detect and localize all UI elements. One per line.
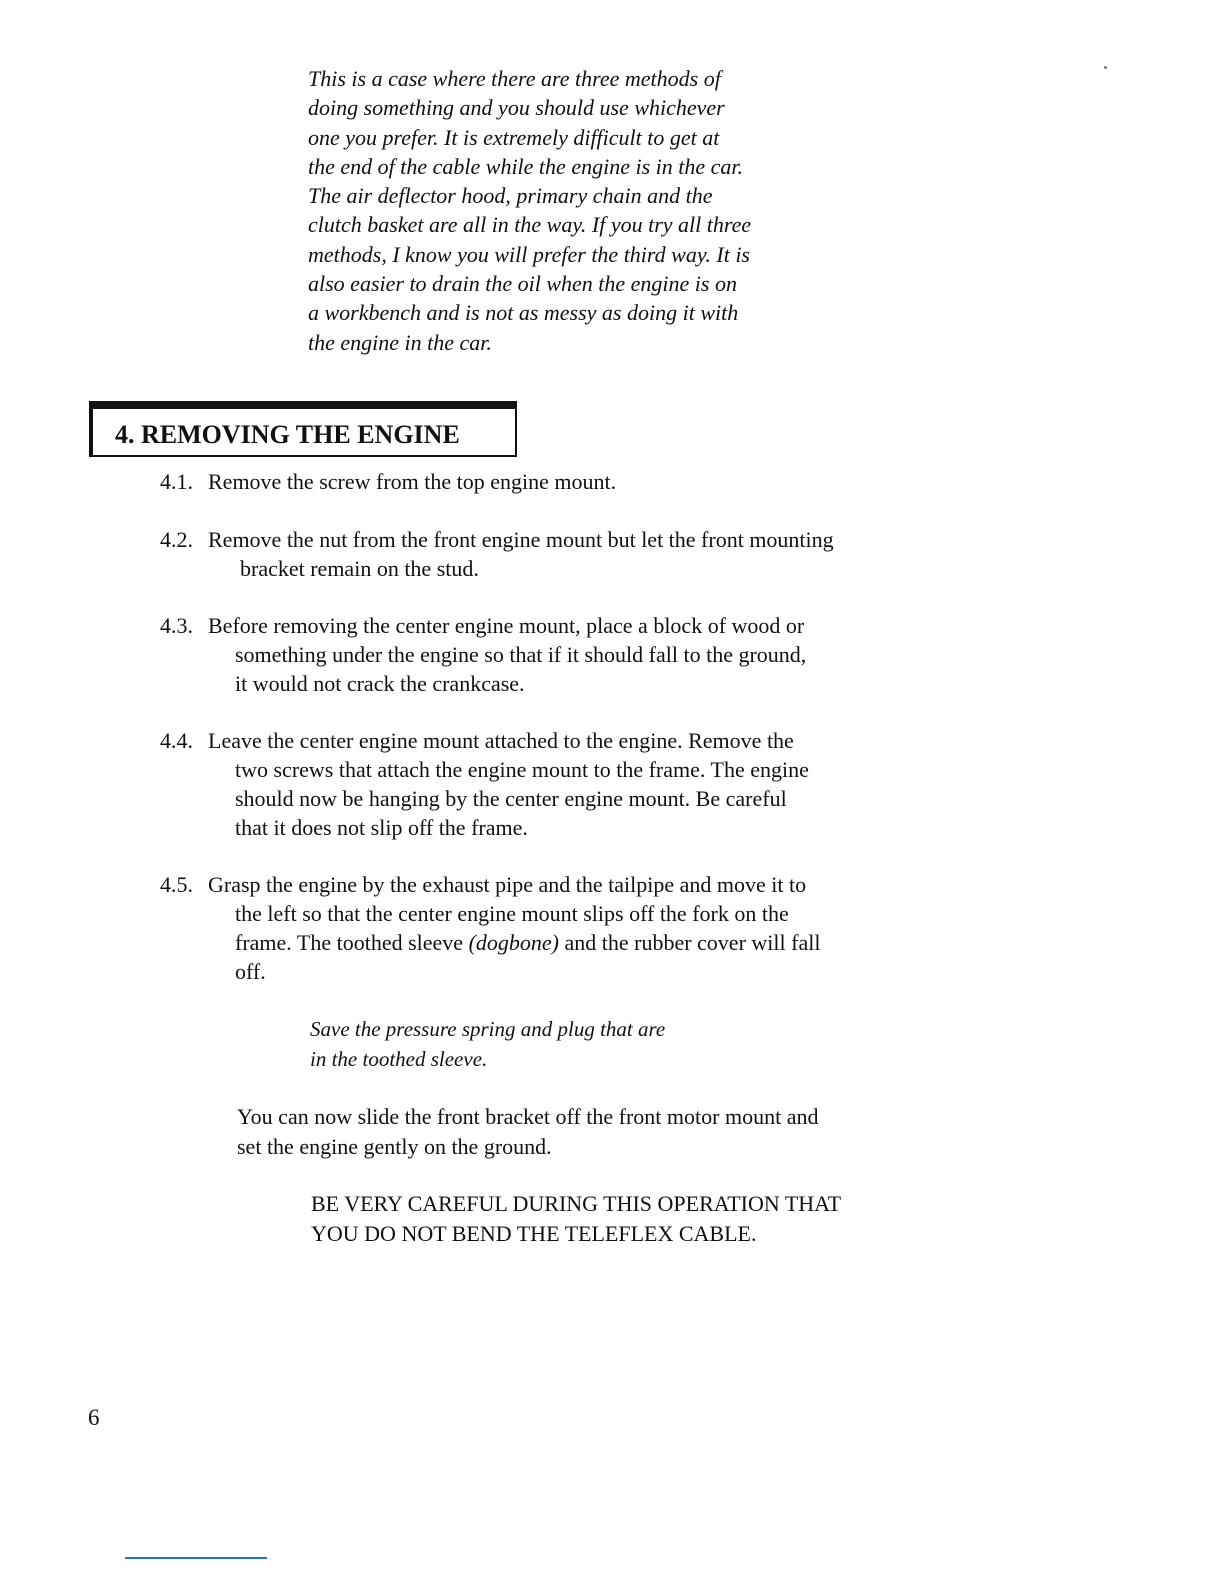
step-line: Remove the screw from the top engine mount. xyxy=(208,469,617,494)
step-line: off. xyxy=(235,959,266,984)
step-number: 4.3. xyxy=(160,613,193,638)
note-line: in the toothed sleeve. xyxy=(310,1046,488,1071)
step-line: two screws that attach the engine mount to the frame. The engine xyxy=(235,757,809,782)
intro-line: the engine in the car. xyxy=(308,329,492,355)
section-heading: 4. REMOVING THE ENGINE xyxy=(115,420,460,449)
step-line: it would not crack the crankcase. xyxy=(235,671,525,696)
step-line: the left so that the center engine mount slips off the fork on the xyxy=(235,901,789,926)
step-line: that it does not slip off the frame. xyxy=(235,815,528,840)
paragraph-line: You can now slide the front bracket off the front motor mount and xyxy=(237,1104,819,1129)
step-4-5 xyxy=(160,870,820,986)
intro-line: doing something and you should use whichever xyxy=(308,95,725,121)
warning-line: YOU DO NOT BEND THE TELEFLEX CABLE. xyxy=(311,1220,757,1246)
step-line: something under the engine so that if it should fall to the ground, xyxy=(235,642,807,667)
step-number: 4.4. xyxy=(160,728,193,753)
step-line: bracket remain on the stud. xyxy=(240,556,479,581)
intro-note xyxy=(308,64,868,357)
step-line-italic: (dogbone) xyxy=(468,930,559,955)
intro-line: clutch basket are all in the way. If you try all three xyxy=(308,212,752,238)
page-number: 6 xyxy=(88,1405,100,1430)
step-4-4 xyxy=(160,726,809,842)
intro-line: the end of the cable while the engine is in the car. xyxy=(308,153,744,179)
step-line: Grasp the engine by the exhaust pipe and the tailpipe and move it to xyxy=(208,872,807,897)
intro-line: The air deflector hood, primary chain and the xyxy=(308,183,713,209)
step-line-text: frame. The toothed sleeve xyxy=(235,930,469,955)
step-line: Leave the center engine mount attached to the engine. Remove the xyxy=(208,728,794,753)
italic-note xyxy=(310,1015,665,1074)
step-number: 4.1. xyxy=(160,469,193,494)
note-line: Save the pressure spring and plug that are xyxy=(310,1017,666,1041)
paragraph-line: set the engine gently on the ground. xyxy=(237,1133,552,1159)
footer-rule xyxy=(125,1557,267,1559)
step-number: 4.2. xyxy=(160,527,193,552)
step-line-text: and the rubber cover will fall xyxy=(558,930,821,955)
step-4-3 xyxy=(160,611,806,698)
intro-line: one you prefer. It is extremely difficult to get at xyxy=(308,124,720,150)
step-number: 4.5. xyxy=(160,872,193,897)
step-line xyxy=(235,928,820,957)
step-4-2 xyxy=(160,525,834,583)
body-paragraph xyxy=(237,1102,818,1161)
intro-line: also easier to drain the oil when the engine is on xyxy=(308,271,737,297)
warning-line: BE VERY CAREFUL DURING THIS OPERATION THAT xyxy=(311,1191,842,1216)
intro-line: methods, I know you will prefer the third way. It is xyxy=(308,241,750,267)
step-line: should now be hanging by the center engine mount. Be careful xyxy=(235,786,787,811)
step-line: Before removing the center engine mount, place a block of wood or xyxy=(208,613,805,638)
intro-line: This is a case where there are three methods of xyxy=(308,66,721,91)
speck-mark xyxy=(1104,66,1107,69)
intro-line: a workbench and is not as messy as doing it with xyxy=(308,300,739,326)
warning-text xyxy=(311,1189,841,1248)
step-4-1 xyxy=(160,467,616,496)
step-line: Remove the nut from the front engine mount but let the front mounting xyxy=(208,527,834,552)
